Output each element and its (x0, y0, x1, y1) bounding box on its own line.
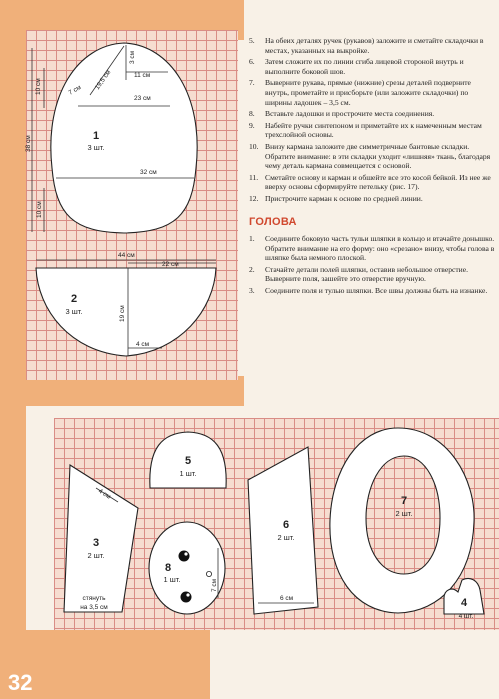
piece-1-qty: 3 шт. (87, 143, 105, 152)
piece-7-number: 7 (400, 495, 408, 507)
piece-2-qty: 3 шт. (65, 307, 83, 316)
instruction-item: 1. Соедините боковую часть тульи шляпки в кольцо и втачайте донышко. Обратите внимание на его форму: оно «срезано» внизу, чтобы голова в шляпке была немного плоской. (249, 234, 495, 263)
piece-1-number: 1 (92, 130, 100, 142)
dim-23-label: 23 см (134, 95, 151, 102)
dim-38-label: 38 см (25, 135, 32, 152)
dim-7-label: 7 см (67, 84, 83, 97)
dim-44-label: 44 см (118, 252, 135, 259)
eye-left-icon (179, 551, 190, 562)
instruction-item: 7. Выверните рукава, прямые (нижние) срезы деталей подверните внутрь, прометайте и присборьте (или заложите складочки) по ширины ладошек – 3,5 см. (249, 78, 471, 107)
instruction-item: 6. Затем сложите их по линии сгиба лицевой стороной внутрь и выполните боковой шов. (249, 57, 464, 76)
piece-3-qty: 2 шт. (87, 551, 105, 560)
piece-3-dim-label: 4 см (96, 487, 112, 501)
instruction-item: 5. На обеих деталях ручек (рукавов) заложите и сметайте складочки в местах, указанных на выкройке. (249, 36, 484, 55)
piece-4-qty: 4 шт. (458, 613, 474, 620)
piece-3-note-line1: стянуть (82, 595, 106, 602)
dim-19-label: 19 см (119, 305, 126, 322)
piece-7-outline (330, 428, 474, 613)
dim-22-label: 22 см (162, 261, 179, 268)
eye-right-icon (181, 592, 192, 603)
piece-6-number: 6 (282, 519, 290, 531)
piece-6-qty: 2 шт. (277, 533, 295, 542)
instruction-item: 8. Вставьте ладошки и прострочите места соединения. (249, 109, 435, 119)
instruction-item: 10. Внизу кармана заложите две симметричные бантовые складки. Обратите внимание: в эти складки уходит «лишняя» ткань, благодаря чему деталь кармана совмещается с основой. (249, 141, 491, 171)
section-title-head: ГОЛОВА (249, 215, 297, 228)
dim-4-label: 4 см (136, 341, 150, 348)
instruction-item: 3. Соедините поля и тулью шляпки. Все швы должны быть на изнанке. (249, 286, 488, 296)
instruction-item: 11. Сметайте основу и карман и обшейте все это косой бейкой. Из нее же вверху основы сформируйте петельку (рис. 17). (249, 172, 491, 192)
nose-icon (206, 571, 211, 576)
piece-7-qty: 2 шт. (395, 509, 413, 518)
instruction-item: 2. Стачайте детали полей шляпки, оставив небольшое отверстие. Выверните поля, зашейте это отверстие вручную. (249, 264, 469, 284)
dim-19-5-label: 19,5 см (93, 68, 113, 92)
dim-10b-label: 10 см (36, 201, 43, 218)
piece-5-number: 5 (184, 455, 192, 467)
piece-3-number: 3 (92, 537, 100, 549)
piece-4-number: 4 (460, 597, 468, 609)
piece-5-qty: 1 шт. (179, 469, 197, 478)
dim-3-label: 3 см (129, 50, 136, 64)
instruction-item: 12. Пристрочите карман к основе по средней линии. (249, 193, 423, 203)
piece-6-dim-label: 6 см (280, 595, 294, 602)
piece-8-number: 8 (164, 562, 172, 574)
dim-11-label: 11 см (134, 72, 151, 79)
page-number: 32 (8, 670, 33, 695)
piece-2-number: 2 (70, 293, 78, 305)
piece-8-qty: 1 шт. (163, 575, 181, 584)
piece-3-note-line2: на 3,5 см (80, 604, 108, 611)
piece-8-dim-label: 7 см (211, 578, 218, 592)
instruction-item: 9. Набейте ручки синтепоном и приметайте их к намеченным местам трехслойной основы. (249, 120, 482, 140)
dim-32-label: 32 см (140, 169, 157, 176)
dim-10a-label: 10 см (35, 78, 42, 95)
